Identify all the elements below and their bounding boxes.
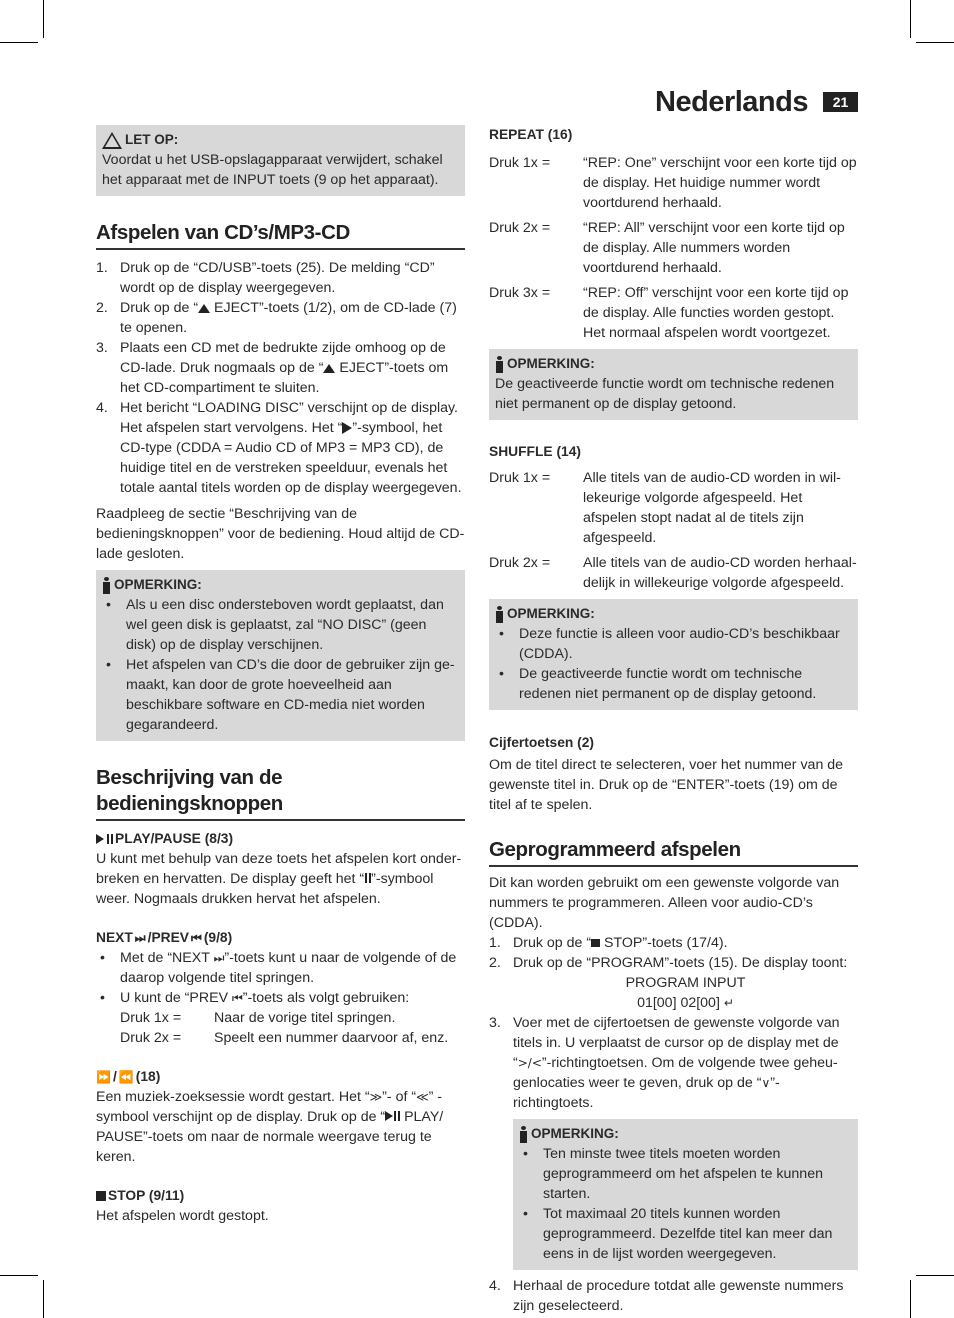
play-pause-text: U kunt met behulp van deze toets het afspelen kort onderbreken en hervatten. De display geeft het “ ”-symbool weer. Nogmaals drukken hervat het afspelen. <box>96 851 462 907</box>
note-list <box>519 1144 852 1264</box>
shuffle-title: SHUFFLE (14) <box>489 444 581 459</box>
next-icon: ⏭ <box>134 931 146 945</box>
display-line-2: 01[00] 02[00] ↵ <box>637 995 734 1011</box>
next-prev-title: NEXT ⏭ /PREV ⏮ (9/8) <box>96 928 465 948</box>
prev-icon: ⏮ <box>191 931 202 945</box>
press-row: Druk 1x = “REP: One” verschijnt voor een korte tijd op de display. Het huidige nummer wordt voortdurend herhaald. <box>489 155 857 211</box>
repeat-title: REPEAT (16) <box>489 127 573 142</box>
next-prev-list <box>96 948 465 1048</box>
list-item: 3. Voer met de cijfertoetsen de gewenste volgorde van titels in. U verplaatst de cursor op de display met de “>/<”-richtingtoetsen. Om de volgende twee geheugenlocaties weer te geven, druk op de “∨”-richtingtoets. <box>489 1015 840 1111</box>
info-icon <box>102 577 111 594</box>
note-text: De geactiveerde functie wordt om technische redenen niet permanent op de display getoond. <box>495 376 835 412</box>
play-icon <box>385 1111 393 1121</box>
warning-icon <box>102 132 122 149</box>
enter-icon: ↵ <box>723 996 734 1010</box>
left-column <box>96 125 465 1226</box>
stop-title: STOP (9/11) <box>96 1186 465 1206</box>
stop-icon <box>591 939 600 947</box>
section-heading-program: Geprogrammeerd afspelen <box>489 837 858 867</box>
press-row: Druk 2x = Alle titels van de audio-CD worden herhaaldelijk in willekeurige volgorde afgespeeld. <box>489 555 857 591</box>
crop-mark <box>43 0 44 38</box>
list-item: 3. Plaats een CD met de bedrukte zijde omhoog op de CD-lade. Druk nogmaals op de “ EJECT”-toets om het CD-compartiment te sluiten. <box>96 340 449 396</box>
play-pause-title: PLAY/PAUSE (8/3) <box>96 829 465 849</box>
backward-search-icon: ≪ <box>416 1090 429 1104</box>
cd-steps <box>96 258 465 498</box>
section-heading-cd: Afspelen van CD’s/MP3-CD <box>96 220 465 250</box>
stop-text: Het afspelen wordt gestopt. <box>96 1208 269 1224</box>
list-item: 2. Druk op de “PROGRAM”-toets (15). De display toont: PROGRAM INPUT 01[00] 02[00] ↵ <box>489 953 858 1013</box>
list-item: • Deze functie is alleen voor audio-CD’s beschikbaar (CDDA). <box>499 626 840 662</box>
list-item: • Ten minste twee titels moeten worden geprogrammeerd om het afspelen te kunnen starten. <box>523 1146 823 1202</box>
crop-mark <box>910 0 911 38</box>
press-row: Druk 3x = “REP: Off” verschijnt voor een korte tijd op de display. Alle functies worden gestopt. Het normaal afspelen wordt voortgezet. <box>489 285 849 341</box>
crop-mark <box>916 42 954 43</box>
info-icon <box>519 1126 528 1143</box>
crop-mark <box>916 1275 954 1276</box>
press-row: Druk 2x = Speelt een nummer daarvoor af, enz. <box>120 1030 449 1046</box>
stop-icon <box>96 1191 106 1201</box>
note-box-shuffle: OPMERKING: • Deze functie is alleen voor audio-CD’s beschikbaar (CDDA). • De geactiveerde functie wordt om technische redenen niet permanent op de display getoond. <box>489 599 858 710</box>
next-icon: ⏭ <box>213 951 225 965</box>
list-item: 4. Herhaal de procedure totdat alle gewenste nummers zijn geselecteerd. <box>489 1278 844 1314</box>
note-list <box>495 624 852 704</box>
program-intro: Dit kan worden gebruikt om een gewenste volgorde van nummers te programmeren. Alleen voor audio-CD’s (CDDA). <box>489 875 840 931</box>
list-item: • Als u een disc ondersteboven wordt geplaatst, dan wel geen disk is geplaatst, zal “NO DISC” (geen disk) op de display verschijnen. <box>106 597 444 653</box>
digits-text: Om de titel direct te selecteren, voer het nummer van de gewenste titel in. Druk op de “ENTER”-toets (19) om de titel af te spelen. <box>489 757 844 813</box>
info-icon <box>495 606 504 623</box>
note-list <box>102 595 459 735</box>
fast-forward-icon: ⏩ <box>96 1070 111 1084</box>
eject-icon <box>198 304 210 313</box>
crop-mark <box>43 1280 44 1318</box>
caution-text: Voordat u het USB-opslagapparaat verwijdert, schakel het apparaat met de INPUT toets (9 op het apparaat). <box>102 152 443 188</box>
note-box-program: OPMERKING: • Ten minste twee titels moeten worden geprogrammeerd om het afspelen te kunnen starten. • Tot maximaal 20 titels kunnen worden geprogrammeerd. Dezelfde titel kan meer dan eens in de lijst worden weergegeven. <box>513 1119 858 1270</box>
down-arrow-icon: ∨ <box>761 1076 771 1090</box>
crop-mark <box>0 42 38 43</box>
play-icon <box>96 834 104 844</box>
crop-mark <box>0 1275 38 1276</box>
pause-icon <box>107 834 113 844</box>
rewind-icon: ⏪ <box>118 1070 134 1084</box>
list-item: • Met de “NEXT ⏭”-toets kunt u naar de volgende of de daarop volgende titel springen. <box>100 950 457 986</box>
list-item: 4. Het bericht “LOADING DISC” verschijnt op de display. Het afspelen start vervolgens. Het “ ”-symbool, het CD-type (CDDA = Audio CD of MP3 = MP3 CD), de huidige titel en de verstreken speelduur, evenals het totale aantal titels worden op de display weergegeven. <box>96 400 462 496</box>
list-item: • U kunt de “PREV ⏮”-toets als volgt gebruiken: Druk 1x = Naar de vorige titel springen. Druk 2x = Speelt een nummer daarvoor af, enz. <box>100 990 449 1046</box>
note-box-cd: OPMERKING: • Als u een disc ondersteboven wordt geplaatst, dan wel geen disk is geplaatst, zal “NO DISC” (geen disk) op de display verschijnen. • Het afspelen van CD’s die door de gebruiker zijn gemaakt, kan door de grote hoeveelheid aan beschikbare software en CD-media niet worden gegarandeerd. <box>96 570 465 741</box>
eject-icon <box>323 364 335 373</box>
list-item: 2. Druk op de “ EJECT”-toets (1/2), om de CD-lade (7) te openen. <box>96 300 457 336</box>
list-item: 1. Druk op de “CD/USB”-toets (25). De melding “CD” wordt op de display weergegeven. <box>96 260 435 296</box>
press-row: Druk 2x = “REP: All” verschijnt voor een korte tijd op de display. Alle nummers worden voortdurend herhaald. <box>489 220 845 276</box>
cd-note-paragraph: Raadpleeg de sectie “Beschrijving van de bedieningsknoppen” voor de bediening. Houd altijd de CD-lade gesloten. <box>96 506 465 562</box>
program-steps-cont <box>489 1276 858 1316</box>
shuffle-presses <box>489 468 858 593</box>
press-row: Druk 1x = Alle titels van de audio-CD worden in willekeurige volgorde afgespeeld. Het afspelen stopt nadat al de titels zijn afgespeeld. <box>489 470 841 546</box>
list-item: • Het afspelen van CD’s die door de gebruiker zijn gemaakt, kan door de grote hoeveelheid aan beschikbare software en CD-media niet worden gegarandeerd. <box>106 657 455 733</box>
digits-title: Cijfertoetsen (2) <box>489 735 595 750</box>
list-item: • De geactiveerde functie wordt om technische redenen niet permanent op de display getoond. <box>499 666 817 702</box>
page-number: 21 <box>823 92 858 112</box>
right-left-arrow-icon: >/< <box>517 1056 542 1070</box>
note-box-repeat: OPMERKING: De geactiveerde functie wordt om technische redenen niet permanent op de display getoond. <box>489 349 858 420</box>
prev-icon: ⏮ <box>231 991 243 1005</box>
press-row: Druk 1x = Naar de vorige titel springen. <box>120 1010 396 1026</box>
forward-search-icon: ≫ <box>369 1090 383 1104</box>
info-icon <box>495 356 504 373</box>
play-icon <box>342 422 352 434</box>
display-line-1: PROGRAM INPUT <box>625 975 746 991</box>
crop-mark <box>910 1280 911 1318</box>
program-steps <box>489 933 858 1113</box>
right-column <box>489 125 858 1316</box>
search-text: Een muziek-zoeksessie wordt gestart. Het “≫”- of “≪” -symbool verschijnt op de display. Druk op de “ PLAY/ PAUSE”-toets om naar de normale weergave terug te keren. <box>96 1089 444 1165</box>
section-heading-controls: Beschrijving van de bedieningsknoppen <box>96 765 465 821</box>
caution-title: LET OP: <box>102 130 459 150</box>
list-item: 1. Druk op de “ STOP”-toets (17/4). <box>489 935 728 951</box>
page-title: Nederlands <box>655 86 808 118</box>
search-title: ⏩ / ⏪ (18) <box>96 1067 465 1087</box>
caution-box <box>96 125 465 196</box>
list-item: • Tot maximaal 20 titels kunnen worden geprogrammeerd. Dezelfde titel kan meer dan eens in de lijst worden weergegeven. <box>523 1206 833 1262</box>
repeat-presses <box>489 153 858 343</box>
